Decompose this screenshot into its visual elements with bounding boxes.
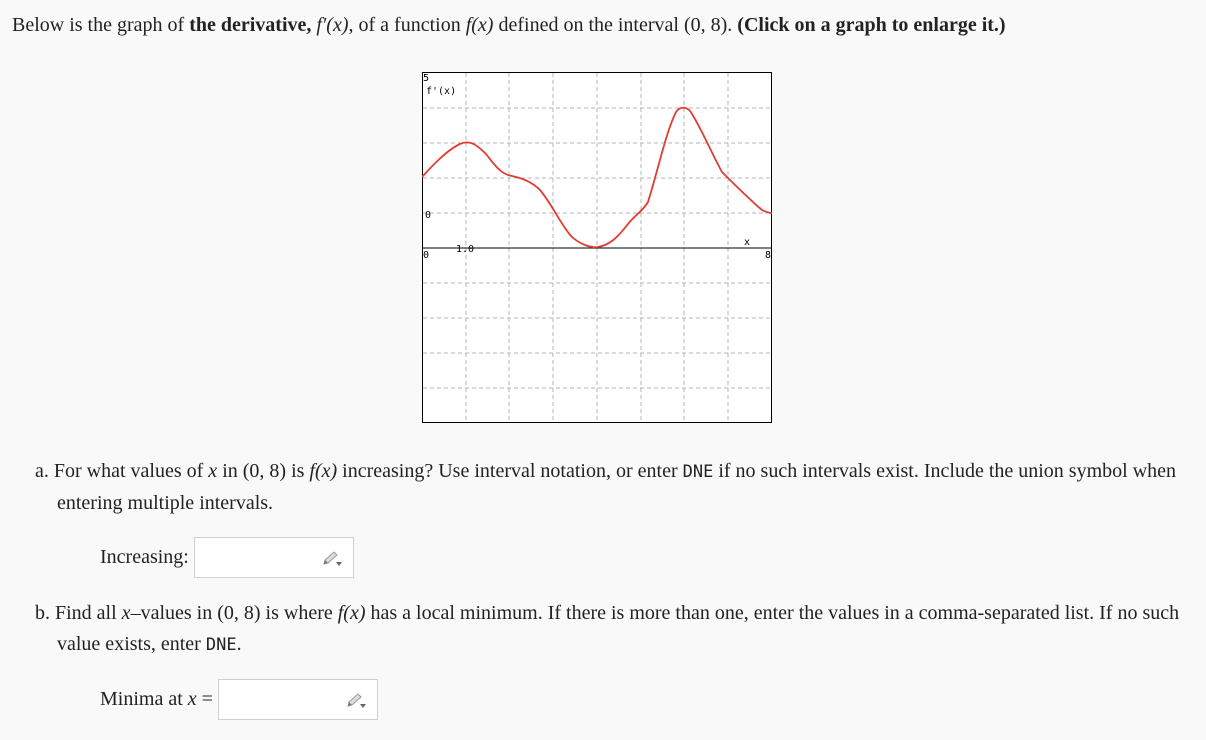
minima-label [100,688,213,711]
qb-part: b. Find all [35,602,122,624]
intro-part: defined on the interval (0, 8). [493,14,738,36]
intro-text [12,10,1197,40]
intro-part: Below is the graph of [12,14,190,36]
qb-part: –values in (0, 8) is where [130,602,338,624]
increasing-answer-row [100,537,354,578]
x-tick-label: 1.0 [456,244,475,255]
fprime-math: f′(x) [316,14,349,36]
increasing-answer-box [194,537,354,578]
qb-part: . [236,633,242,655]
qa-part: increasing? Use interval notation, or enter [337,460,683,482]
derivative-graph[interactable] [422,72,772,423]
x-math: x [208,460,218,482]
minima-label-text: Minima at [100,688,188,710]
graph-svg [422,72,772,423]
intro-bold: the derivative, [189,14,317,36]
pencil-icon[interactable] [321,550,343,568]
dne-code: DNE [682,462,714,482]
increasing-label: Increasing: [100,546,189,568]
qa-part: a. For what values of [35,460,209,482]
minima-answer-box [218,679,378,720]
zero-label: 0 [425,210,432,221]
right-label: 8 [765,250,772,261]
pencil-icon[interactable] [345,692,367,710]
dne-code: DNE [205,635,237,655]
f-math: f(x) [337,602,366,624]
question-b [35,598,1185,661]
equals-sign: = [196,688,213,710]
x-math: x [187,688,197,710]
f-math: f(x) [309,460,338,482]
x-axis-label: x [744,237,751,248]
intro-part: , of a function [348,14,466,36]
qa-part: in (0, 8) is [217,460,310,482]
y-axis-label: f'(x) [426,86,457,97]
qa-part: if no such intervals exist. Include the union symbol when entering multiple intervals. [57,460,1177,514]
minima-answer-row [100,679,378,720]
f-math: f(x) [465,14,494,36]
left-origin-label: 0 [423,250,430,261]
qb-part: has a local minimum. If there is more than one, enter the values in a comma-separated list. If no such value exists, enter [57,602,1180,655]
x-math: x [121,602,131,624]
question-a [35,456,1185,519]
enlarge-hint: (Click on a graph to enlarge it.) [737,14,1006,36]
top-label: 5 [423,73,430,84]
